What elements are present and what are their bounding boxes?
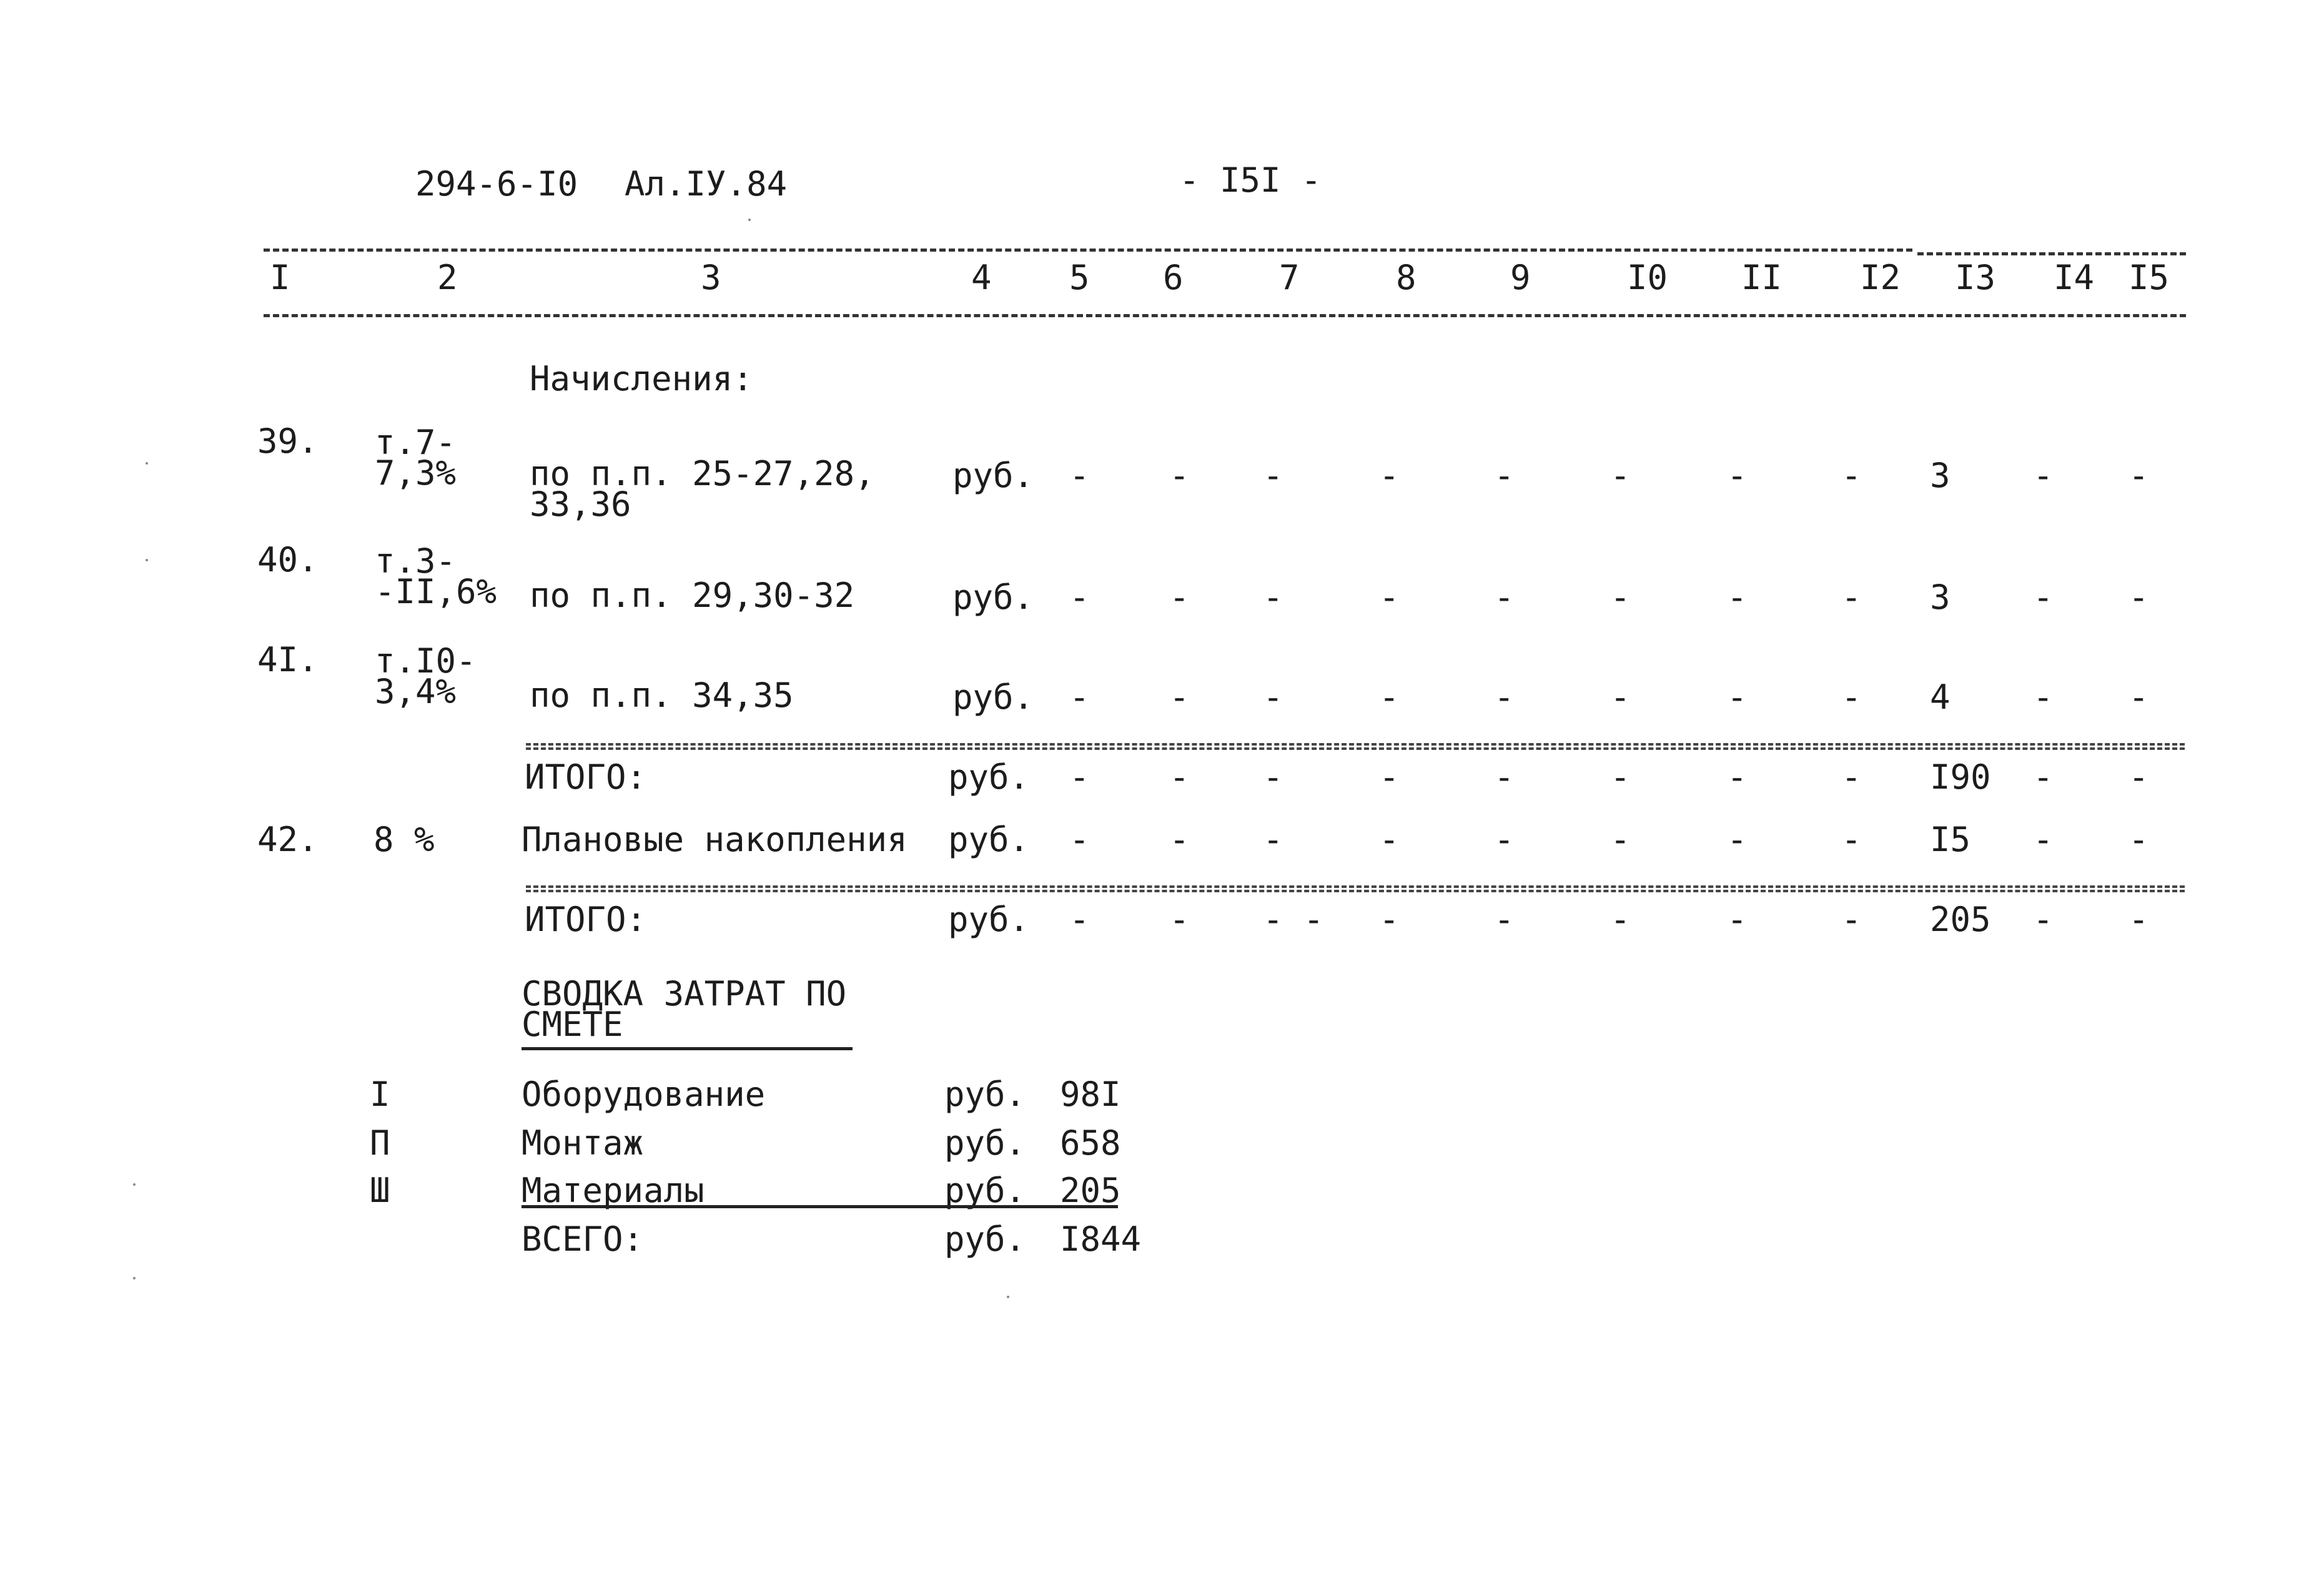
subtotal-label: ИТОГО: (525, 757, 647, 797)
row-value: - (1379, 757, 1400, 797)
row-value: - (1494, 900, 1515, 939)
row-description: по п.п. 34,35 (530, 676, 794, 715)
row-value: - (1069, 677, 1090, 717)
section-title: Начисления: (530, 359, 753, 398)
header-top-rule-right (1917, 252, 2186, 255)
row-value: - (1727, 900, 1748, 939)
ink-speck (748, 219, 751, 221)
row-value: - (1169, 900, 1190, 939)
row-value: - (1069, 820, 1090, 859)
row-value: I90 (1930, 757, 1991, 797)
row-value: I5 (1930, 820, 1971, 859)
row-unit: руб. (952, 456, 1034, 495)
row-value: - (1841, 677, 1862, 717)
column-header: I (270, 258, 290, 297)
summary-item-label: Оборудование (522, 1075, 766, 1114)
row-value: - (1263, 757, 1283, 797)
album-code: Ал.IУ.84 (625, 164, 788, 204)
row-value: - (1494, 757, 1515, 797)
row-unit: руб. (952, 578, 1034, 617)
row-value: - (1727, 456, 1748, 495)
row-value: - (1727, 578, 1748, 617)
row-value: 3 (1930, 456, 1951, 495)
row-value: - (1379, 677, 1400, 717)
row-value: - - (1263, 900, 1324, 939)
row-description: по п.п. 25-27,28, 33,36 (530, 454, 875, 524)
row-value: - (1610, 677, 1631, 717)
row-value: - (1069, 456, 1090, 495)
row-number: 42. (257, 820, 319, 859)
row-value: - (1379, 578, 1400, 617)
row-value: - (1727, 677, 1748, 717)
summary-item-label: Материалы (522, 1171, 705, 1210)
summary-item-value: 98I (1060, 1075, 1121, 1114)
row-value: - (2129, 456, 2149, 495)
summary-item-unit: руб. (944, 1123, 1026, 1163)
column-header: I4 (2054, 258, 2095, 297)
row-value: - (1263, 677, 1283, 717)
column-header: 6 (1163, 258, 1184, 297)
summary-item-number: Ш (370, 1171, 390, 1210)
header-top-rule (264, 249, 1912, 252)
summary-item-value: 205 (1060, 1171, 1121, 1210)
margin-dot (1007, 1296, 1009, 1298)
row-value: - (1169, 578, 1190, 617)
header-bottom-rule (264, 314, 2186, 317)
row-value: 205 (1930, 900, 1991, 939)
row-value: - (1263, 578, 1283, 617)
subtotal-rule (526, 885, 2185, 888)
row-value: - (1069, 578, 1090, 617)
row-value: - (1379, 456, 1400, 495)
summary-item-value: 658 (1060, 1123, 1121, 1163)
subtotal-rule (526, 890, 2185, 892)
row-value: - (1841, 900, 1862, 939)
row-value: - (1841, 456, 1862, 495)
column-header: 5 (1069, 258, 1090, 297)
summary-item-number: I (370, 1075, 390, 1114)
row-value: - (2129, 820, 2149, 859)
row-number: 4I. (257, 640, 319, 679)
row-reference: т.7- 7,3% (375, 423, 457, 493)
row-value: - (2033, 820, 2054, 859)
row-value: - (1610, 820, 1631, 859)
row-value: - (1841, 757, 1862, 797)
row-description: по п.п. 29,30-32 (530, 576, 855, 615)
row-value: 4 (1930, 677, 1951, 717)
row-value: - (1169, 456, 1190, 495)
summary-total-value: I844 (1060, 1219, 1142, 1259)
row-unit: руб. (952, 677, 1034, 717)
row-unit: руб. (948, 757, 1030, 797)
margin-dot (146, 559, 148, 561)
column-header: II (1741, 258, 1783, 297)
column-header: 8 (1396, 258, 1417, 297)
summary-item-unit: руб. (944, 1075, 1026, 1114)
row-value: - (2033, 900, 2054, 939)
row-value: - (1610, 757, 1631, 797)
row-value: - (1841, 820, 1862, 859)
page-number: - I5I - (1179, 160, 1322, 200)
row-reference: т.3- -II,6% (375, 541, 497, 611)
row-value: - (1263, 820, 1283, 859)
row-reference: 8 % (373, 820, 435, 859)
row-value: - (1069, 757, 1090, 797)
row-value: - (1841, 578, 1862, 617)
column-header: 3 (701, 258, 721, 297)
row-value: - (2033, 578, 2054, 617)
row-value: - (1169, 677, 1190, 717)
row-value: - (1379, 820, 1400, 859)
row-value: - (1169, 757, 1190, 797)
margin-dot (133, 1183, 136, 1186)
summary-title-underline (522, 1047, 853, 1050)
column-header: I0 (1627, 258, 1668, 297)
row-value: - (2129, 677, 2149, 717)
row-value: - (2129, 578, 2149, 617)
row-value: 3 (1930, 578, 1951, 617)
row-number: 39. (257, 421, 319, 461)
summary-total-rule (522, 1205, 1118, 1208)
row-value: - (1727, 820, 1748, 859)
row-value: - (1727, 757, 1748, 797)
margin-dot (133, 1277, 136, 1279)
summary-item-unit: руб. (944, 1171, 1026, 1210)
document-code: 294-6-I0 (415, 164, 578, 204)
subtotal-label: ИТОГО: (525, 900, 647, 939)
row-value: - (2129, 900, 2149, 939)
row-value: - (1494, 578, 1515, 617)
subtotal-rule (526, 747, 2185, 750)
row-value: - (2033, 456, 2054, 495)
column-header: 7 (1279, 258, 1300, 297)
row-value: - (1610, 456, 1631, 495)
summary-title: СВОДКА ЗАТРАТ ПО СМЕТЕ (522, 974, 847, 1044)
row-value: - (2033, 757, 2054, 797)
row-unit: руб. (948, 820, 1030, 859)
column-header: 2 (437, 258, 458, 297)
summary-total-label: ВСЕГО: (522, 1219, 644, 1259)
row-value: - (1610, 900, 1631, 939)
row-value: - (1169, 820, 1190, 859)
column-header: 4 (971, 258, 992, 297)
row-value: - (1494, 820, 1515, 859)
column-header: I5 (2129, 258, 2170, 297)
row-value: - (1610, 578, 1631, 617)
row-number: 40. (257, 540, 319, 579)
margin-dot (146, 462, 148, 465)
row-description: Плановые накопления (522, 820, 907, 859)
summary-total-unit: руб. (944, 1219, 1026, 1259)
row-value: - (2033, 677, 2054, 717)
column-header: 9 (1510, 258, 1531, 297)
row-value: - (1494, 677, 1515, 717)
row-unit: руб. (948, 900, 1030, 939)
row-value: - (1379, 900, 1400, 939)
row-value: - (1263, 456, 1283, 495)
summary-item-label: Монтаж (522, 1123, 644, 1163)
column-header: I2 (1860, 258, 1901, 297)
row-value: - (1494, 456, 1515, 495)
row-value: - (2129, 757, 2149, 797)
subtotal-rule (526, 743, 2185, 746)
summary-item-number: П (370, 1123, 390, 1163)
row-value: - (1069, 900, 1090, 939)
column-header: I3 (1955, 258, 1996, 297)
row-reference: т.I0- 3,4% (375, 641, 477, 711)
